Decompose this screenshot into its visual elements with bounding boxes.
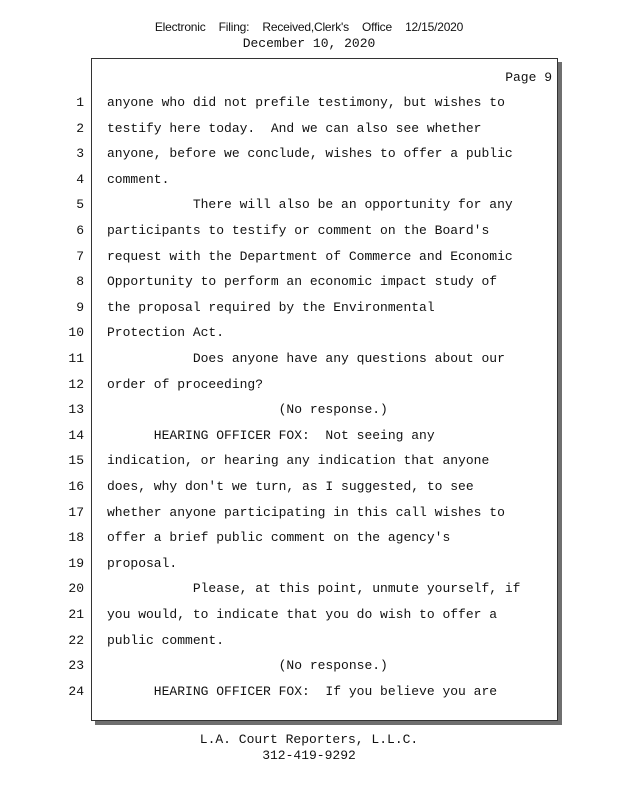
line-text: (No response.) xyxy=(107,402,388,418)
line-text: public comment. xyxy=(107,632,225,648)
line-text: you would, to indicate that you do wish to offer a xyxy=(107,607,498,622)
line-text: There will also be an opportunity for any xyxy=(107,197,513,213)
transcript-line xyxy=(0,298,618,318)
line-number: 3 xyxy=(76,146,84,162)
line-number: 13 xyxy=(68,402,84,418)
line-number: 17 xyxy=(68,504,84,520)
transcript-line xyxy=(0,170,618,190)
transcript-line xyxy=(0,221,618,241)
transcript-line xyxy=(0,451,618,471)
transcript-line xyxy=(0,528,618,548)
footer xyxy=(0,732,618,764)
line-text: (No response.) xyxy=(107,658,388,674)
line-text: Opportunity to perform an economic impact study of xyxy=(107,274,498,290)
court-reporter-phone: 312-419-9292 xyxy=(262,748,356,763)
line-text: indication, or hearing any indication that anyone xyxy=(107,453,490,469)
line-number: 14 xyxy=(68,427,84,443)
line-text: anyone who did not prefile testimony, but wishes to xyxy=(107,95,505,110)
transcript-line xyxy=(0,682,618,702)
line-number: 12 xyxy=(68,376,84,392)
line-text: order of proceeding? xyxy=(107,376,264,392)
transcript-line xyxy=(0,375,618,395)
transcript-line xyxy=(0,426,618,446)
transcript-line xyxy=(0,656,618,676)
transcript-line xyxy=(0,144,618,164)
transcript-line xyxy=(0,579,618,599)
line-number: 23 xyxy=(68,658,84,674)
line-text: anyone, before we conclude, wishes to offer a public xyxy=(107,146,513,162)
line-number: 20 xyxy=(68,581,84,597)
line-text: whether anyone participating in this call wishes to xyxy=(107,504,505,520)
line-number: 8 xyxy=(76,274,84,290)
transcript-line xyxy=(0,195,618,215)
line-number: 16 xyxy=(68,479,84,494)
hearing-date: December 10, 2020 xyxy=(242,36,376,51)
line-number: 1 xyxy=(76,95,84,110)
line-number: 24 xyxy=(68,683,84,699)
line-number: 5 xyxy=(76,197,84,213)
line-text: testify here today. And we can also see whether xyxy=(107,120,482,136)
line-text: Please, at this point, unmute yourself, if xyxy=(107,581,521,597)
line-text: offer a brief public comment on the agency's xyxy=(107,530,451,546)
line-text: HEARING OFFICER FOX: Not seeing any xyxy=(107,427,435,443)
line-number: 22 xyxy=(68,632,84,648)
page-number: Page 9 xyxy=(505,70,552,85)
line-text: the proposal required by the Environmental xyxy=(107,299,435,315)
line-text: Does anyone have any questions about our xyxy=(107,351,505,366)
transcript-line xyxy=(0,631,618,651)
line-text: proposal. xyxy=(107,555,178,571)
transcript-line xyxy=(0,554,618,574)
court-reporter-name: L.A. Court Reporters, L.L.C. xyxy=(199,732,419,747)
transcript-line xyxy=(0,119,618,139)
line-number: 15 xyxy=(68,453,84,469)
line-number: 9 xyxy=(76,299,84,315)
transcript-line xyxy=(0,477,618,497)
transcript-line xyxy=(0,605,618,625)
line-number: 4 xyxy=(76,171,84,187)
transcript-line xyxy=(0,93,618,113)
transcript-line xyxy=(0,272,618,292)
line-text: does, why don't we turn, as I suggested, to see xyxy=(107,479,474,494)
line-number: 11 xyxy=(68,351,84,366)
line-text: request with the Department of Commerce and Economic xyxy=(107,248,513,264)
line-text: comment. xyxy=(107,171,170,187)
transcript-line xyxy=(0,400,618,420)
line-text: Protection Act. xyxy=(107,325,225,341)
line-text: HEARING OFFICER FOX: If you believe you are xyxy=(107,683,498,699)
line-number: 21 xyxy=(68,607,84,622)
transcript-line xyxy=(0,349,618,369)
line-number: 18 xyxy=(68,530,84,546)
filing-stamp: Electronic Filing: Received,Clerk's Office 12/15/2020 xyxy=(154,20,464,34)
line-number: 10 xyxy=(68,325,84,341)
transcript-line xyxy=(0,503,618,523)
transcript-line xyxy=(0,247,618,267)
line-text: participants to testify or comment on the Board's xyxy=(107,223,490,238)
line-number: 2 xyxy=(76,120,84,136)
line-number: 7 xyxy=(76,248,84,264)
line-number: 19 xyxy=(68,555,84,571)
line-number: 6 xyxy=(76,223,84,238)
transcript-line xyxy=(0,323,618,343)
